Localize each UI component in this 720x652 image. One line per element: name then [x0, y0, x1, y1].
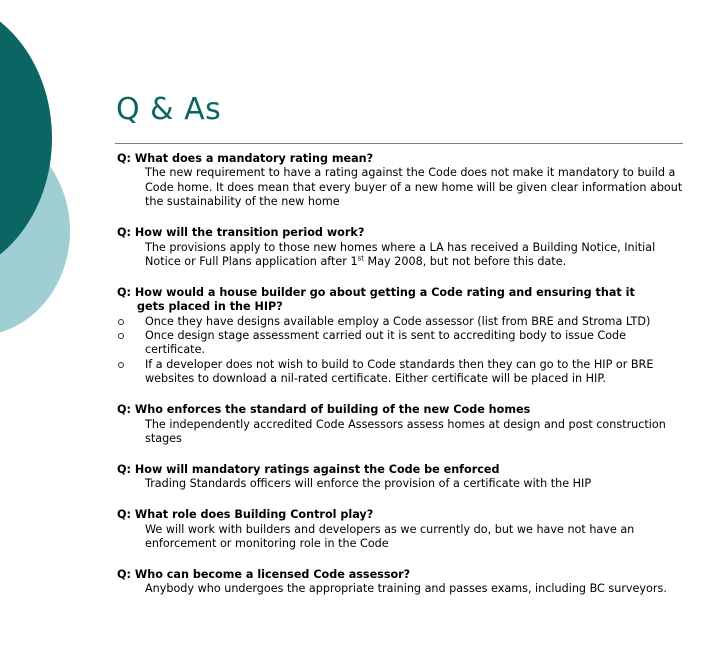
question: Q: Who enforces the standard of building of the new Code homes — [117, 403, 531, 417]
answer: Trading Standards officers will enforce the provision of a certificate with the HIP — [145, 477, 592, 491]
answer: The new requirement to have a rating against the Code does not make it mandatory to build a Code home. It does mean that every buyer of a new home will be given clear information about the sustainability of the new home — [145, 166, 683, 209]
answer: The provisions apply to those new homes where a LA has received a Building Notice, Initial Notice or Full Plans application after 1st May 2008, but not before this date. — [145, 240, 656, 268]
question: Q: What does a mandatory rating mean? — [117, 152, 374, 165]
title-divider — [115, 143, 683, 144]
question-continuation: gets placed in the HIP? — [137, 300, 283, 314]
bullet-item: If a developer does not wish to build to Code standards then they can go to the HIP or BRE websites to download a nil-rated certificate. Either certificate will be placed in HIP. — [117, 358, 687, 387]
question: Q: What role does Building Control play? — [117, 508, 374, 522]
qa-item — [117, 286, 687, 387]
question: Q: Who can become a licensed Code assessor? — [117, 567, 411, 581]
answer: The independently accredited Code Assessors assess homes at design and post construction stages — [145, 417, 666, 445]
page-title: Q & As — [116, 92, 222, 127]
decorative-background — [0, 0, 120, 652]
qa-item — [117, 226, 687, 269]
bullet-item: Once design stage assessment carried out it is sent to accrediting body to issue Code certificate. — [117, 329, 687, 358]
question: Q: How will mandatory ratings against the Code be enforced — [117, 462, 500, 476]
qa-item — [117, 403, 687, 446]
qa-item — [117, 568, 687, 597]
answer: We will work with builders and developers as we currently do, but we have not have an enforcement or monitoring role in the Code — [145, 522, 635, 551]
qa-item — [117, 463, 687, 492]
qa-list — [117, 152, 687, 613]
question: Q: How would a house builder go about getting a Code rating and ensuring that it — [117, 285, 635, 299]
answer-bullets — [117, 315, 687, 387]
bullet-item: Once they have designs available employ a Code assessor (list from BRE and Stroma LTD) — [117, 315, 687, 329]
answer: Anybody who undergoes the appropriate training and passes exams, including BC surveyors. — [145, 582, 667, 596]
qa-item — [117, 152, 687, 210]
qa-item — [117, 508, 687, 551]
question: Q: How will the transition period work? — [117, 226, 365, 240]
